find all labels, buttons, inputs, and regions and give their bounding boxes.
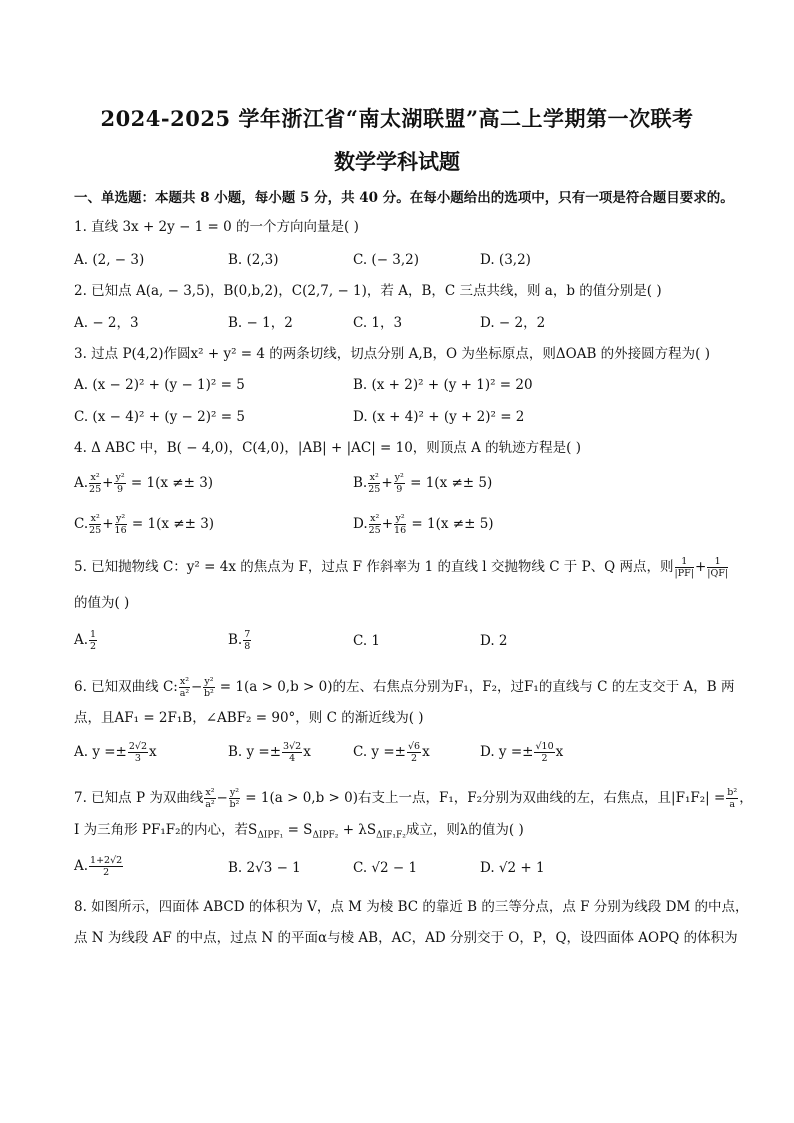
page-title: 2024-2025 学年浙江省“南太湖联盟”高二上学期第一次联考 bbox=[100, 106, 694, 131]
question-2-option-b: B. − 1，2 bbox=[228, 315, 293, 331]
question-7-stem: 7. 已知点 P 为双曲线 $\frac{\text{x²}}{\text{a²}}$ − $\frac{\text{y²}}{\text{b²}}$ = 1(a > 0,b > 0)右支上一点，F₁，F₂分别为双曲线的左，右焦点，且|F₁F₂| = $\frac{\text{b²}}{a}$ ， bbox=[74, 787, 753, 810]
question-8-stem: 8. 如图所示，四面体 ABCD 的体积为 V，点 M 为棱 BC 的靠近 B 的三等分点，点 F 分别为线段 DM 的中点， bbox=[74, 899, 749, 915]
question-5-option-d: D. 2 bbox=[480, 633, 508, 649]
fraction-numerator: 1 bbox=[707, 556, 728, 568]
question-6-option-c bbox=[353, 741, 430, 764]
stem-text: = 1(a > 0,b > 0)的左、右焦点分别为F₁，F₂，过F₁的直线与 C 的左支交于 A，B 两 bbox=[215, 679, 735, 695]
fraction-numerator: y² bbox=[204, 676, 214, 687]
fraction-numerator: x² bbox=[90, 472, 100, 483]
option-label: A. bbox=[74, 632, 89, 648]
fraction bbox=[89, 855, 123, 878]
fraction-numerator: 7 bbox=[244, 629, 251, 640]
fraction-denominator: 8 bbox=[244, 641, 251, 652]
fraction-denominator: a² bbox=[179, 688, 190, 699]
question-2-option-d: D. − 2，2 bbox=[480, 315, 546, 331]
stem-text: 6. 已知双曲线 C: bbox=[74, 679, 178, 695]
stem-text: I 为三角形 PF₁F₂的内心，若S bbox=[74, 822, 258, 838]
fraction-denominator: 2 bbox=[103, 867, 110, 878]
fraction-numerator: 3√2 bbox=[283, 741, 302, 752]
question-1-option-b: B. (2,3) bbox=[228, 252, 279, 268]
fraction-denominator: 25 bbox=[89, 484, 102, 495]
fraction-numerator: b² bbox=[727, 787, 738, 798]
fraction-denominator: 16 bbox=[114, 525, 127, 536]
fraction bbox=[128, 741, 148, 764]
fraction bbox=[204, 787, 215, 810]
fraction bbox=[394, 472, 405, 495]
fraction-numerator: y² bbox=[115, 472, 125, 483]
fraction bbox=[282, 741, 302, 764]
question-2-stem: 2. 已知点 A(a, − 3,5)，B(0,b,2)，C(2,7, − 1)，若 A，B，C 三点共线，则 a，b 的值分别是( ) bbox=[74, 283, 662, 299]
fraction-denominator: 2 bbox=[411, 753, 418, 764]
option-label: A. y =± bbox=[74, 744, 127, 760]
question-7-option-b: B. 2√3 − 1 bbox=[228, 860, 301, 876]
fraction-denominator: 9 bbox=[117, 484, 124, 495]
stem-text: 7. 已知点 P 为双曲线 bbox=[74, 790, 204, 806]
question-3-stem: 3. 过点 P(4,2)作圆x² + y² = 4 的两条切线，切点分别 A,B，O 为坐标原点，则ΔOAB 的外接圆方程为( ) bbox=[74, 346, 710, 362]
question-6-stem: 6. 已知双曲线 C: $\frac{\text{x²}}{\text{a²}}$ − $\frac{\text{y²}}{\text{b²}}$ = 1(a > 0,b > 0)的左、右焦点分别为F₁，F₂，过F₁的直线与 C 的左支交于 A，B 两 bbox=[74, 676, 735, 699]
fraction bbox=[89, 472, 101, 495]
question-7-stem-cont: I 为三角形 PF₁F₂的内心，若$S_{\Delta IPF_1} = S_{\Delta IPF_2} + \lambda S_{\Delta IF_1F_2}$成立，则λ的值为( ) bbox=[74, 822, 524, 841]
option-tail: x bbox=[303, 744, 311, 760]
question-4-option-c: C. $\frac{\text{x²}}{25}$ + $\frac{\text{y²}}{16}$ = 1(x ≠± 3) bbox=[74, 513, 215, 536]
question-5-option-a bbox=[74, 629, 98, 652]
question-1-stem: 1. 直线 3x + 2y − 1 = 0 的一个方向向量是( ) bbox=[74, 219, 359, 235]
question-4-option-d: D. $\frac{\text{x²}}{25}$ + $\frac{\text{y²}}{16}$ = 1(x ≠± 5) bbox=[353, 513, 494, 536]
fraction-denominator: 25 bbox=[368, 525, 381, 536]
fraction bbox=[229, 787, 240, 810]
fraction bbox=[114, 472, 125, 495]
option-tail: x bbox=[149, 744, 157, 760]
fraction bbox=[707, 556, 728, 579]
fraction-numerator: 1 bbox=[675, 556, 694, 568]
question-3-option-b: B. (x + 2)² + (y + 1)² = 20 bbox=[353, 377, 533, 393]
question-6-stem-cont: 点，且AF₁ = 2F₁B，∠ABF₂ = 90°，则 C 的渐近线为( ) bbox=[74, 710, 424, 726]
question-5-stem-cont: 的值为( ) bbox=[74, 595, 130, 611]
option-label: D. y =± bbox=[480, 744, 534, 760]
option-label: C. bbox=[74, 516, 89, 532]
option-label: C. y =± bbox=[353, 744, 406, 760]
question-3-option-c: C. (x − 4)² + (y − 2)² = 5 bbox=[74, 409, 245, 425]
fraction-numerator: x² bbox=[369, 472, 379, 483]
fraction-numerator: y² bbox=[395, 513, 405, 524]
fraction-denominator: 2 bbox=[541, 753, 548, 764]
option-tail: = 1(x ≠± 3) bbox=[127, 516, 215, 532]
option-tail: = 1(x ≠± 5) bbox=[407, 516, 494, 532]
question-3-option-d: D. (x + 4)² + (y + 2)² = 2 bbox=[353, 409, 525, 425]
option-tail: x bbox=[422, 744, 430, 760]
question-1-option-d: D. (3,2) bbox=[480, 252, 531, 268]
fraction-denominator: 9 bbox=[396, 484, 403, 495]
fraction-numerator: x² bbox=[205, 787, 215, 798]
option-label: A. bbox=[74, 475, 89, 491]
option-tail: = 1(x ≠± 3) bbox=[126, 475, 214, 491]
page-subtitle: 数学学科试题 bbox=[334, 149, 460, 174]
question-1-option-c: C. (− 3,2) bbox=[353, 252, 420, 268]
question-7-option-a bbox=[74, 855, 124, 878]
question-1-option-a: A. (2, − 3) bbox=[74, 252, 145, 268]
option-label: B. y =± bbox=[228, 744, 282, 760]
fraction-denominator: b² bbox=[229, 799, 240, 810]
question-2-option-a: A. − 2，3 bbox=[74, 315, 139, 331]
stem-text: 5. 已知抛物线 C：y² = 4x 的焦点为 F，过点 F 作斜率为 1 的直线 l 交抛物线 C 于 P、Q 两点，则 bbox=[74, 559, 674, 575]
fraction-numerator: √6 bbox=[407, 741, 421, 752]
stem-text: 成立，则λ的值为( ) bbox=[405, 822, 524, 838]
fraction-numerator: 1+2√2 bbox=[90, 855, 123, 866]
stem-text: = 1(a > 0,b > 0)右支上一点，F₁，F₂分别为双曲线的左，右焦点，且|F₁F₂| = bbox=[241, 790, 726, 806]
fraction-denominator: 4 bbox=[289, 753, 296, 764]
fraction bbox=[89, 513, 101, 536]
question-7-option-c: C. √2 − 1 bbox=[353, 860, 418, 876]
fraction-denominator: 2 bbox=[90, 641, 97, 652]
option-label: B. bbox=[228, 632, 243, 648]
option-tail: = 1(x ≠± 5) bbox=[405, 475, 493, 491]
question-2-option-c: C. 1，3 bbox=[353, 315, 403, 331]
fraction bbox=[115, 513, 127, 536]
fraction bbox=[726, 787, 738, 810]
question-4-option-a: A. $\frac{\text{x²}}{25}$ + $\frac{\text{y²}}{9}$ = 1(x ≠± 3) bbox=[74, 472, 214, 495]
fraction bbox=[243, 629, 251, 652]
question-6-option-a bbox=[74, 741, 157, 764]
fraction bbox=[368, 472, 380, 495]
fraction bbox=[203, 676, 214, 699]
fraction bbox=[407, 741, 421, 764]
question-7-option-d: D. √2 + 1 bbox=[480, 860, 545, 876]
question-5-stem: 5. 已知抛物线 C：y² = 4x 的焦点为 F，过点 F 作斜率为 1 的直线 l 交抛物线 C 于 P、Q 两点，则 $\frac{1}{|PF|}$ + $\frac{1}{|QF|}$ bbox=[74, 556, 729, 579]
fraction-numerator: x² bbox=[179, 676, 190, 687]
fraction-numerator: x² bbox=[370, 513, 380, 524]
fraction bbox=[179, 676, 190, 699]
question-8-stem-cont: 点 N 为线段 AF 的中点，过点 N 的平面α与棱 AB，AC，AD 分别交于 O，P，Q，设四面体 AOPQ 的体积为 bbox=[74, 930, 738, 946]
option-label: B. bbox=[353, 475, 368, 491]
question-4-stem: 4. Δ ABC 中，B( − 4,0)，C(4,0)，|AB| + |AC| = 10，则顶点 A 的轨迹方程是( ) bbox=[74, 440, 581, 456]
fraction-denominator: |QF| bbox=[707, 568, 729, 579]
fraction bbox=[675, 556, 694, 579]
fraction bbox=[369, 513, 381, 536]
fraction-numerator: 2√2 bbox=[128, 741, 148, 752]
fraction-denominator: |PF| bbox=[674, 568, 694, 579]
fraction-numerator: √10 bbox=[535, 741, 554, 752]
option-label: D. bbox=[353, 516, 368, 532]
question-5-option-c: C. 1 bbox=[353, 633, 381, 649]
fraction-numerator: 1 bbox=[90, 629, 97, 640]
option-label: A. bbox=[74, 858, 89, 874]
fraction-numerator: y² bbox=[116, 513, 126, 524]
fraction-numerator: y² bbox=[394, 472, 404, 483]
fraction-numerator: x² bbox=[90, 513, 100, 524]
fraction bbox=[534, 741, 554, 764]
fraction-denominator: a bbox=[729, 799, 736, 810]
fraction-denominator: 3 bbox=[134, 753, 141, 764]
fraction-denominator: b² bbox=[203, 688, 214, 699]
fraction-denominator: 25 bbox=[89, 525, 102, 536]
question-6-option-b bbox=[228, 741, 311, 764]
question-4-option-b: B. $\frac{\text{x²}}{25}$ + $\frac{\text{y²}}{9}$ = 1(x ≠± 5) bbox=[353, 472, 493, 495]
fraction-denominator: 25 bbox=[368, 484, 381, 495]
fraction-numerator: y² bbox=[229, 787, 240, 798]
question-3-option-a: A. (x − 2)² + (y − 1)² = 5 bbox=[74, 377, 245, 393]
fraction-denominator: 16 bbox=[394, 525, 407, 536]
section-heading: 一、单选题：本题共 8 小题，每小题 5 分，共 40 分。在每小题给出的选项中，只有一项是符合题目要求的。 bbox=[74, 190, 734, 206]
question-6-option-d bbox=[480, 741, 563, 764]
question-5-option-b bbox=[228, 629, 252, 652]
fraction bbox=[89, 629, 97, 652]
fraction bbox=[394, 513, 406, 536]
option-tail: x bbox=[555, 744, 564, 760]
fraction-denominator: a² bbox=[205, 799, 215, 810]
